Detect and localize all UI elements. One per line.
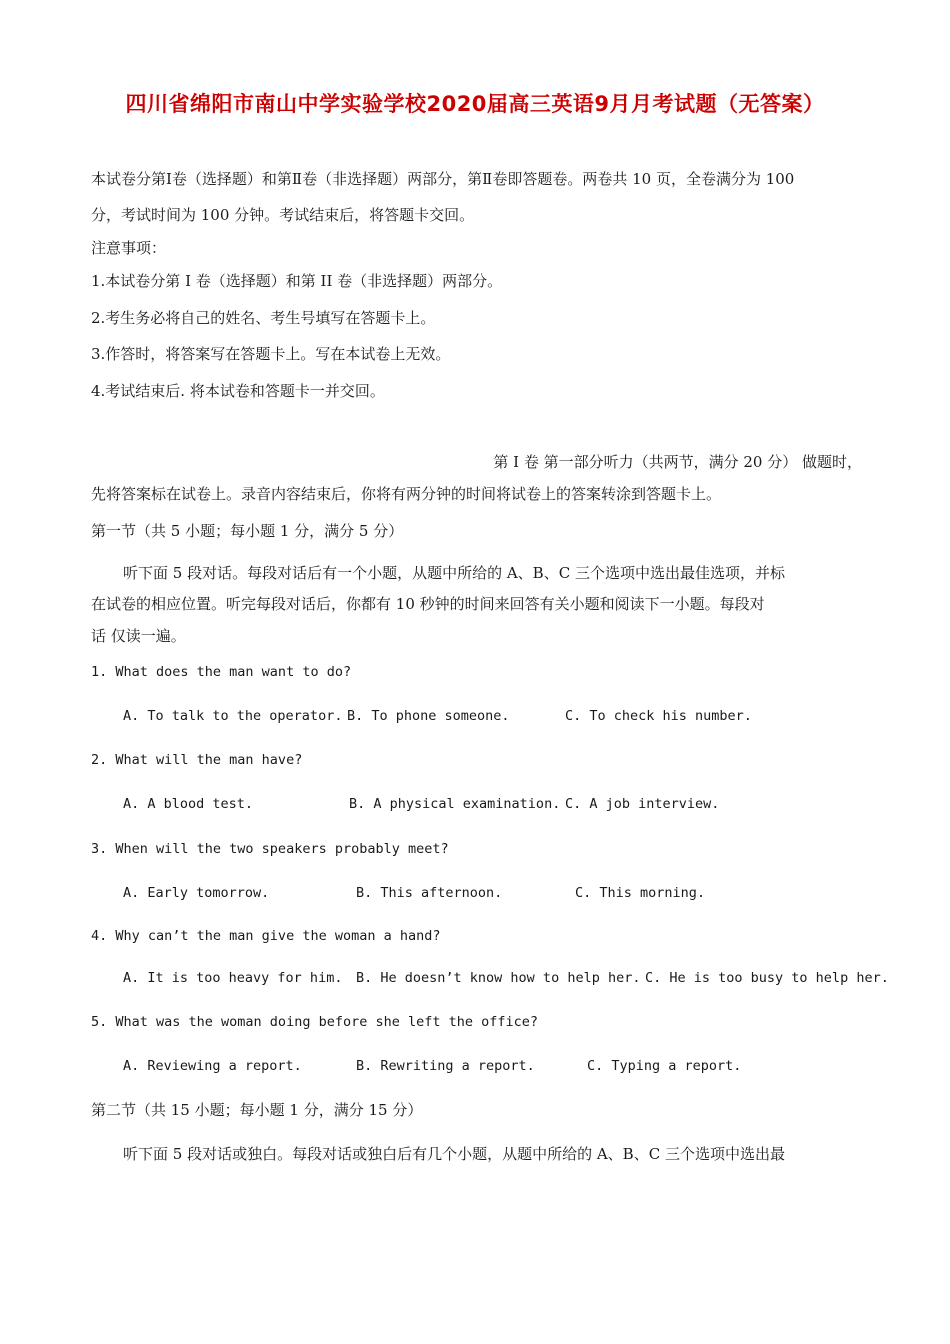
question-1-option-c: C. To check his number.	[565, 708, 752, 724]
notes-item-3: 3.作答时，将答案写在答题卡上。写在本试卷上无效。	[91, 345, 451, 363]
question-3-option-b: B. This afternoon.	[356, 885, 503, 901]
question-3-option-a: A. Early tomorrow.	[123, 885, 270, 901]
question-3: 3. When will the two speakers probably meet?	[91, 841, 449, 857]
notes-item-1: 1.本试卷分第 I 卷（选择题）和第 II 卷（非选择题）两部分。	[91, 272, 503, 290]
notes-item-2: 2.考生务必将自己的姓名、考生号填写在答题卡上。	[91, 309, 436, 327]
question-1-option-a: A. To talk to the operator.	[123, 708, 343, 724]
section1-instruction-2: 在试卷的相应位置。听完每段对话后，你都有 10 秒钟的时间来回答有关小题和阅读下一小题。每段对	[91, 595, 765, 613]
question-5-option-a: A. Reviewing a report.	[123, 1058, 302, 1074]
question-4-option-a: A. It is too heavy for him.	[123, 970, 343, 986]
part1-header-cont: 先将答案标在试卷上。录音内容结束后，你将有两分钟的时间将试卷上的答案转涂到答题卡上。	[91, 485, 722, 503]
notes-heading: 注意事项：	[91, 239, 167, 257]
question-5-option-b: B. Rewriting a report.	[356, 1058, 535, 1074]
notes-item-4: 4.考试结束后. 将本试卷和答题卡一并交回。	[91, 382, 385, 400]
question-5: 5. What was the woman doing before she left the office?	[91, 1014, 539, 1030]
question-4-option-b: B. He doesn’t know how to help her.	[356, 970, 641, 986]
part1-header: 第 I 卷 第一部分听力（共两节，满分 20 分） 做题时，	[493, 453, 862, 471]
intro-line-1: 本试卷分第Ⅰ卷（选择题）和第Ⅱ卷（非选择题）两部分，第Ⅱ卷即答题卷。两卷共 10 页，全卷满分为 100	[91, 170, 795, 188]
question-4: 4. Why can’t the man give the woman a hand?	[91, 928, 441, 944]
question-5-option-c: C. Typing a report.	[587, 1058, 742, 1074]
intro-line-2: 分，考试时间为 100 分钟。考试结束后，将答题卡交回。	[91, 206, 475, 224]
question-1-option-b: B. To phone someone.	[347, 708, 510, 724]
question-2: 2. What will the man have?	[91, 752, 303, 768]
question-2-option-a: A. A blood test.	[123, 796, 254, 812]
section1-instruction-1: 听下面 5 段对话。每段对话后有一个小题，从题中所给的 A、B、C 三个选项中选出最佳选项，并标	[123, 564, 785, 582]
question-2-option-b: B. A physical examination.	[349, 796, 561, 812]
page-title: 四川省绵阳市南山中学实验学校2020届高三英语9月月考试题（无答案）	[125, 92, 825, 116]
section2-heading: 第二节（共 15 小题；每小题 1 分，满分 15 分）	[91, 1101, 423, 1119]
section1-instruction-3: 话 仅读一遍。	[91, 627, 186, 645]
section2-instruction-1: 听下面 5 段对话或独白。每段对话或独白后有几个小题，从题中所给的 A、B、C 三个选项中选出最	[123, 1145, 785, 1163]
question-4-option-c: C. He is too busy to help her.	[645, 970, 889, 986]
question-3-option-c: C. This morning.	[575, 885, 706, 901]
question-1: 1. What does the man want to do?	[91, 664, 352, 680]
question-2-option-c: C. A job interview.	[565, 796, 720, 812]
section1-heading: 第一节（共 5 小题；每小题 1 分，满分 5 分）	[91, 522, 404, 540]
